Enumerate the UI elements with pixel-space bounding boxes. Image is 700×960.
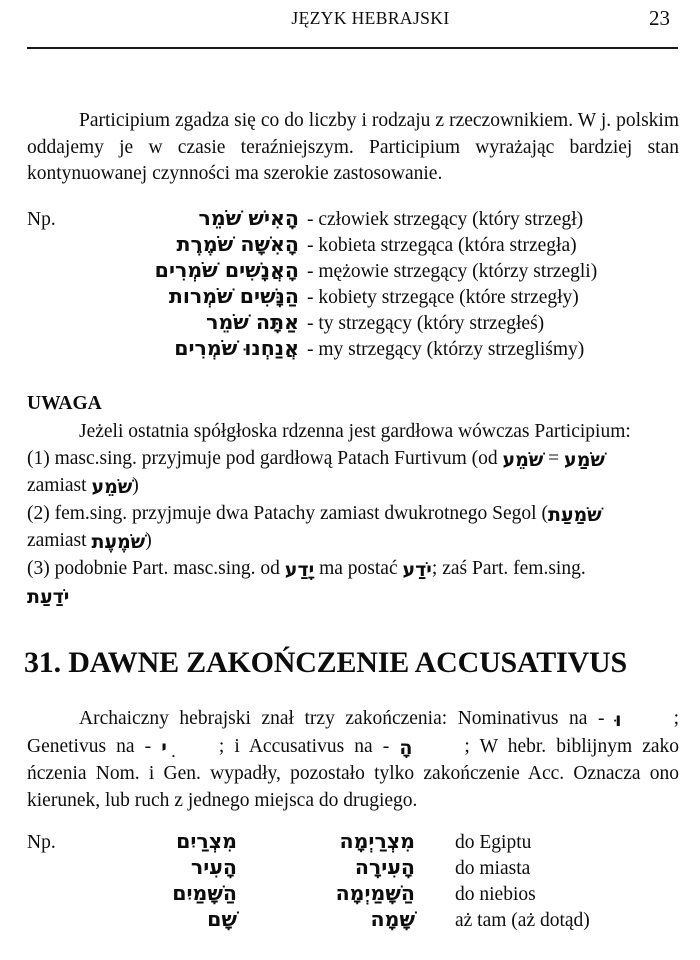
archaic-section bbox=[27, 706, 679, 814]
uwaga-item-1-equals: = bbox=[548, 447, 560, 469]
uwaga-item-3-text-a: (3) podobnie Part. masc.sing. od bbox=[27, 557, 280, 579]
uwaga-item-3-hebrew-3: יֹדַעַת bbox=[27, 586, 70, 608]
table-base-form: הַשָּׁמַיִם bbox=[172, 881, 237, 905]
table-row bbox=[27, 828, 679, 854]
table-directional-form: מִצְרַיְמָה bbox=[339, 829, 415, 853]
uwaga-item-2-hebrew-2: שֹׁמֶעֶת bbox=[91, 531, 146, 553]
participle-examples bbox=[27, 205, 679, 361]
table-directional-form: שָּׁמָה bbox=[370, 907, 415, 931]
example-row bbox=[27, 335, 679, 361]
example-hebrew: אֲנַחְנוּ שֹׁמְרִים bbox=[174, 336, 299, 360]
archaic-text-b: ; Genetivus na - bbox=[27, 708, 679, 757]
example-hebrew: הָאִשָּׁה שֹׁמֶרֶת bbox=[176, 232, 299, 256]
example-hebrew: הָאֲנָשִׁים שֹׁמְרִים bbox=[154, 258, 299, 282]
uwaga-item-2-text-c: ) bbox=[145, 530, 152, 551]
archaic-hebrew-genitive: ִי bbox=[161, 736, 167, 759]
example-row bbox=[27, 257, 679, 283]
uwaga-heading: UWAGA bbox=[27, 393, 102, 414]
archaic-text-c: ; i Accusativus na - bbox=[218, 735, 390, 757]
running-head bbox=[25, 8, 680, 38]
table-gloss: do Egiptu bbox=[455, 832, 532, 853]
example-hebrew: הַנָּשִׁים שֹׁמְרות bbox=[168, 284, 299, 308]
table-label: Np. bbox=[27, 832, 56, 853]
example-gloss: - kobiety strzegące (które strzegły) bbox=[307, 287, 579, 308]
table-base-form: מִצְרַיִם bbox=[176, 829, 237, 853]
intro-section bbox=[27, 108, 679, 188]
example-gloss: - kobieta strzegąca (która strzegła) bbox=[307, 235, 577, 256]
uwaga-item-3-hebrew-2: יֹדֵַע bbox=[402, 558, 432, 581]
example-gloss: - człowiek strzegący (który strzegł) bbox=[307, 209, 584, 230]
page-number: 23 bbox=[649, 6, 670, 30]
example-hebrew: הָאִישׁ שֹׁמֵר bbox=[198, 206, 299, 230]
table-directional-form: הָעִירָה bbox=[354, 855, 415, 879]
archaic-hebrew-accusative: הָ bbox=[399, 736, 413, 759]
uwaga-item-2-text-b: zamiast bbox=[27, 530, 87, 551]
header-divider bbox=[27, 47, 678, 49]
table-base-form: הָעִיר bbox=[190, 855, 237, 879]
example-hebrew: אַתָּה שֹׁמֵר bbox=[206, 310, 299, 334]
archaic-text-a: Archaiczny hebrajski znał trzy zakończenia: Nominativus na - bbox=[79, 708, 605, 729]
uwaga-item-2-hebrew-1: שֹׁמַעַת bbox=[547, 503, 602, 526]
uwaga-item-1 bbox=[27, 446, 679, 501]
examples-label: Np. bbox=[27, 209, 56, 230]
example-gloss: - mężowie strzegący (którzy strzegli) bbox=[307, 261, 598, 282]
uwaga-item-1-hebrew-2: שֹׁמֵַע bbox=[564, 448, 605, 471]
accusative-examples-table bbox=[27, 828, 679, 932]
uwaga-item-1-hebrew-1: שֹׁמֵע bbox=[502, 448, 544, 471]
uwaga-section bbox=[27, 393, 679, 611]
table-base-form: שָׁם bbox=[207, 907, 237, 931]
uwaga-item-2-text-a: (2) fem.sing. przyjmuje dwa Patachy zamiast dwukrotnego Segol ( bbox=[27, 502, 548, 524]
uwaga-item-3-text-c: ; zaś Part. fem.sing. bbox=[431, 557, 586, 579]
table-gloss: do miasta bbox=[455, 858, 531, 879]
uwaga-item-3-hebrew-1: יָדַע bbox=[284, 558, 315, 581]
uwaga-item-2 bbox=[27, 501, 679, 556]
table-gloss: do niebios bbox=[455, 884, 536, 905]
archaic-paragraph bbox=[27, 706, 679, 814]
section-heading: 31. DAWNE ZAKOŃCZENIE ACCUSATIVUS bbox=[24, 646, 627, 679]
table-row bbox=[27, 854, 679, 880]
intro-paragraph: Participium zgadza się co do liczby i rodzaju z rzeczownikiem. W j. polskim oddajemy je w czasie teraźniejszym. Participium wyrażając bardziej stan kontynuowanej czynności ma szerokie zastosowanie. bbox=[27, 110, 679, 184]
table-gloss: aż tam (aż dotąd) bbox=[455, 910, 590, 931]
example-gloss: - ty strzegący (który strzegłeś) bbox=[307, 313, 545, 334]
archaic-hebrew-nominative: וּ bbox=[615, 709, 622, 731]
example-row bbox=[27, 283, 679, 309]
uwaga-item-3 bbox=[27, 556, 679, 611]
uwaga-item-1-text-a: (1) masc.sing. przyjmuje pod gardłową Patach Furtivum (od bbox=[27, 447, 498, 469]
uwaga-item-1-hebrew-3: שֹׁמֵע bbox=[91, 476, 133, 498]
example-gloss: - my strzegący (którzy strzegliśmy) bbox=[307, 339, 585, 360]
table-row bbox=[27, 906, 679, 932]
uwaga-intro: Jeżeli ostatnia spółgłoska rdzenna jest gardłowa wówczas Participium: bbox=[79, 421, 631, 442]
table-row bbox=[27, 880, 679, 906]
archaic-text-d: ; W hebr. biblijnym zako ńczenia Nom. i Gen. wypadły, pozostało tylko zakończenie Acc. Oznacza ono kierunek, lub ruch z jednego miejsca do drugiego. bbox=[27, 735, 680, 811]
example-row bbox=[27, 309, 679, 335]
example-row bbox=[27, 231, 679, 257]
uwaga-item-1-text-b: zamiast bbox=[27, 475, 87, 496]
table-directional-form: הַשָּׁמַיְמָה bbox=[335, 881, 415, 905]
uwaga-item-1-text-c: ) bbox=[132, 475, 139, 496]
page-title: JĘZYK HEBRAJSKI bbox=[291, 8, 450, 28]
uwaga-item-3-text-b: ma postać bbox=[319, 557, 398, 579]
example-row bbox=[27, 205, 679, 231]
